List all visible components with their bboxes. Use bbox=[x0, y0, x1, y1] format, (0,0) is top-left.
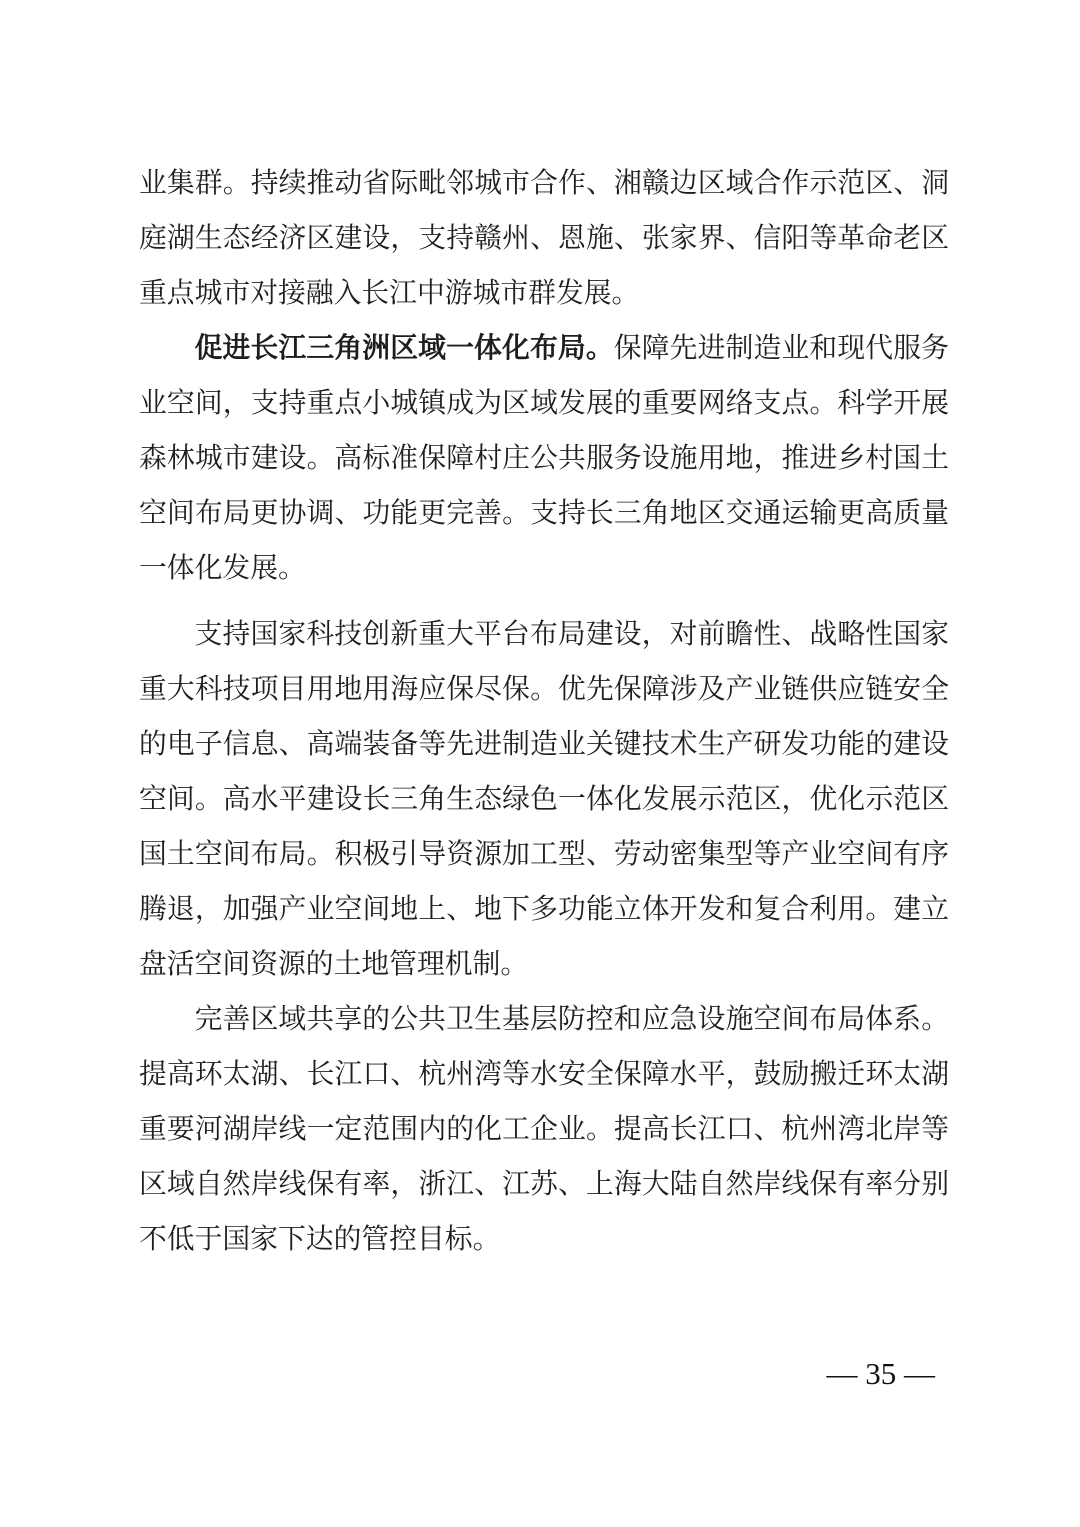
paragraph bbox=[139, 992, 949, 1267]
document-body bbox=[139, 156, 949, 1267]
paragraph-lead: 促进长江三角洲区域一体化布局。 bbox=[194, 333, 614, 364]
paragraph-text: 完善区域共享的公共卫生基层防控和应急设施空间布局体系。提高环太湖、长江口、杭州湾等水安全保障水平，鼓励搬迁环太湖重要河湖岸线一定范围内的化工企业。提高长江口、杭州湾北岸等区域自然岸线保有率，浙江、江苏、上海大陆自然岸线保有率分别不低于国家下达的管控目标。 bbox=[139, 1004, 949, 1255]
paragraph-text: 保障先进制造业和现代服务业空间，支持重点小城镇成为区域发展的重要网络支点。科学开展森林城市建设。高标准保障村庄公共服务设施用地，推进乡村国土空间布局更协调、功能更完善。支持长三角地区交通运输更高质量一体化发展。 bbox=[139, 333, 949, 584]
paragraph-text: 业集群。持续推动省际毗邻城市合作、湘赣边区域合作示范区、洞庭湖生态经济区建设，支持赣州、恩施、张家界、信阳等革命老区重点城市对接融入长江中游城市群发展。 bbox=[139, 168, 949, 309]
paragraph bbox=[139, 156, 949, 321]
paragraph-text: 支持国家科技创新重大平台布局建设，对前瞻性、战略性国家重大科技项目用地用海应保尽保。优先保障涉及产业链供应链安全的电子信息、高端装备等先进制造业关键技术生产研发功能的建设空间。高水平建设长三角生态绿色一体化发展示范区，优化示范区国土空间布局。积极引导资源加工型、劳动密集型等产业空间有序腾退，加强产业空间地上、地下多功能立体开发和复合利用。建立盘活空间资源的土地管理机制。 bbox=[139, 619, 949, 980]
paragraph bbox=[139, 607, 949, 992]
page-footer bbox=[827, 1354, 936, 1394]
page-number: — 35 — bbox=[826, 1356, 935, 1391]
paragraph bbox=[139, 321, 949, 596]
